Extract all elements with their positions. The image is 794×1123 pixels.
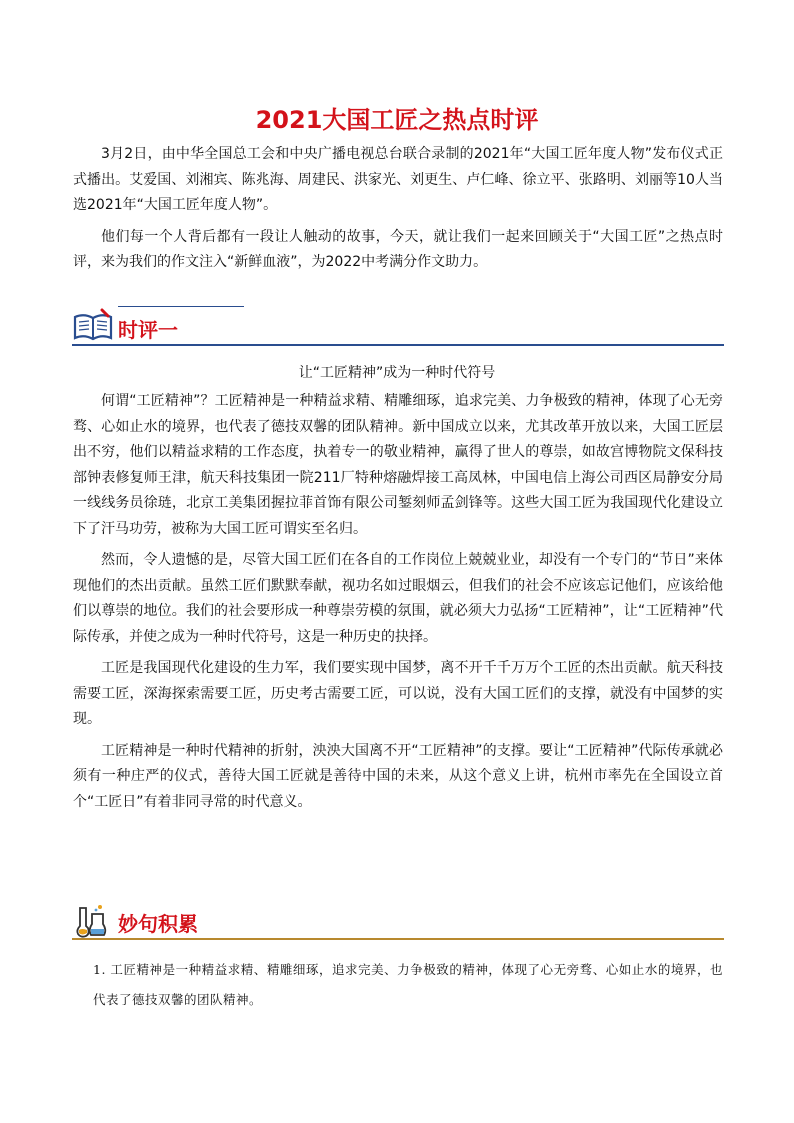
flask-icon	[72, 902, 110, 940]
essay-text	[73, 389, 723, 821]
essay-paragraph: 工匠是我国现代化建设的生力军，我们要实现中国梦，离不开千千万万个工匠的杰出贡献。航天科技需要工匠，深海探索需要工匠，历史考古需要工匠，可以说，没有大国工匠们的支撑，就没有中国梦的实现。	[73, 660, 723, 727]
header-rule	[72, 344, 724, 346]
quote-item: 1. 工匠精神是一种精益求精、精雕细琢，追求完美、力争极致的精神，体现了心无旁骛、心如止水的境界，也代表了德技双馨的团队精神。	[93, 962, 723, 1007]
header-rule	[72, 938, 724, 940]
header-rule-top	[118, 306, 244, 307]
section-header-commentary	[72, 306, 724, 346]
essay-paragraph: 工匠精神是一种时代精神的折射，泱泱大国离不开“工匠精神”的支撑。要让“工匠精神”代际传承就必须有一种庄严的仪式，善待大国工匠就是善待中国的未来，从这个意义上讲，杭州市率先在全国设立首个“工匠日”有着非同寻常的时代意义。	[73, 742, 723, 810]
essay-paragraph: 然而，令人遗憾的是，尽管大国工匠们在各自的工作岗位上兢兢业业，却没有一个专门的“节日”来体现他们的杰出贡献。虽然工匠们默默奉献，视功名如过眼烟云，但我们的社会不应该忘记他们，应该给他们以尊崇的地位。我们的社会要形成一种尊崇劳模的氛围，就必须大力弘扬“工匠精神”，让“工匠精神”代际传承，并使之成为一种时代符号，这是一种历史的抉择。	[73, 552, 723, 645]
essay-title: 让“工匠精神”成为一种时代符号	[298, 365, 496, 381]
quote-list	[93, 955, 723, 1015]
intro-paragraph: 他们每一个人背后都有一段让人触动的故事，今天，就让我们一起来回顾关于“大国工匠”之热点时评，来为我们的作文注入“新鲜血液”，为2022中考满分作文助力。	[73, 228, 723, 270]
section-header-sentences	[72, 900, 724, 940]
section-label: 妙句积累	[118, 912, 198, 936]
book-icon	[72, 308, 114, 344]
essay-paragraph: 何谓“工匠精神”？工匠精神是一种精益求精、精雕细琢，追求完美、力争极致的精神，体现了心无旁骛、心如止水的境界，也代表了德技双馨的团队精神。新中国成立以来，尤其改革开放以来，大国工匠层出不穷，他们以精益求精的工作态度，执着专一的敬业精神，赢得了世人的尊崇，如故宫博物院文保科技部钟表修复师王津，航天科技集团一院211厂特种熔融焊接工高凤林，中国电信上海公司西区局静安分局一线线务员徐琏，北京工美集团握拉菲首饰有限公司錾刻师孟剑锋等。这些大国工匠为我国现代化建设立下了汗马功劳，被称为大国工匠可谓实至名归。	[73, 393, 723, 537]
intro-paragraph: 3月2日，由中华全国总工会和中央广播电视总台联合录制的2021年“大国工匠年度人物”发布仪式正式播出。艾爱国、刘湘宾、陈兆海、周建民、洪家光、刘更生、卢仁峰、徐立平、张路明、刘丽等10人当选2021年“大国工匠年度人物”。	[73, 146, 723, 213]
intro-text	[73, 142, 723, 282]
page-title: 2021大国工匠之热点时评	[255, 106, 539, 134]
section-label: 时评一	[118, 318, 178, 342]
